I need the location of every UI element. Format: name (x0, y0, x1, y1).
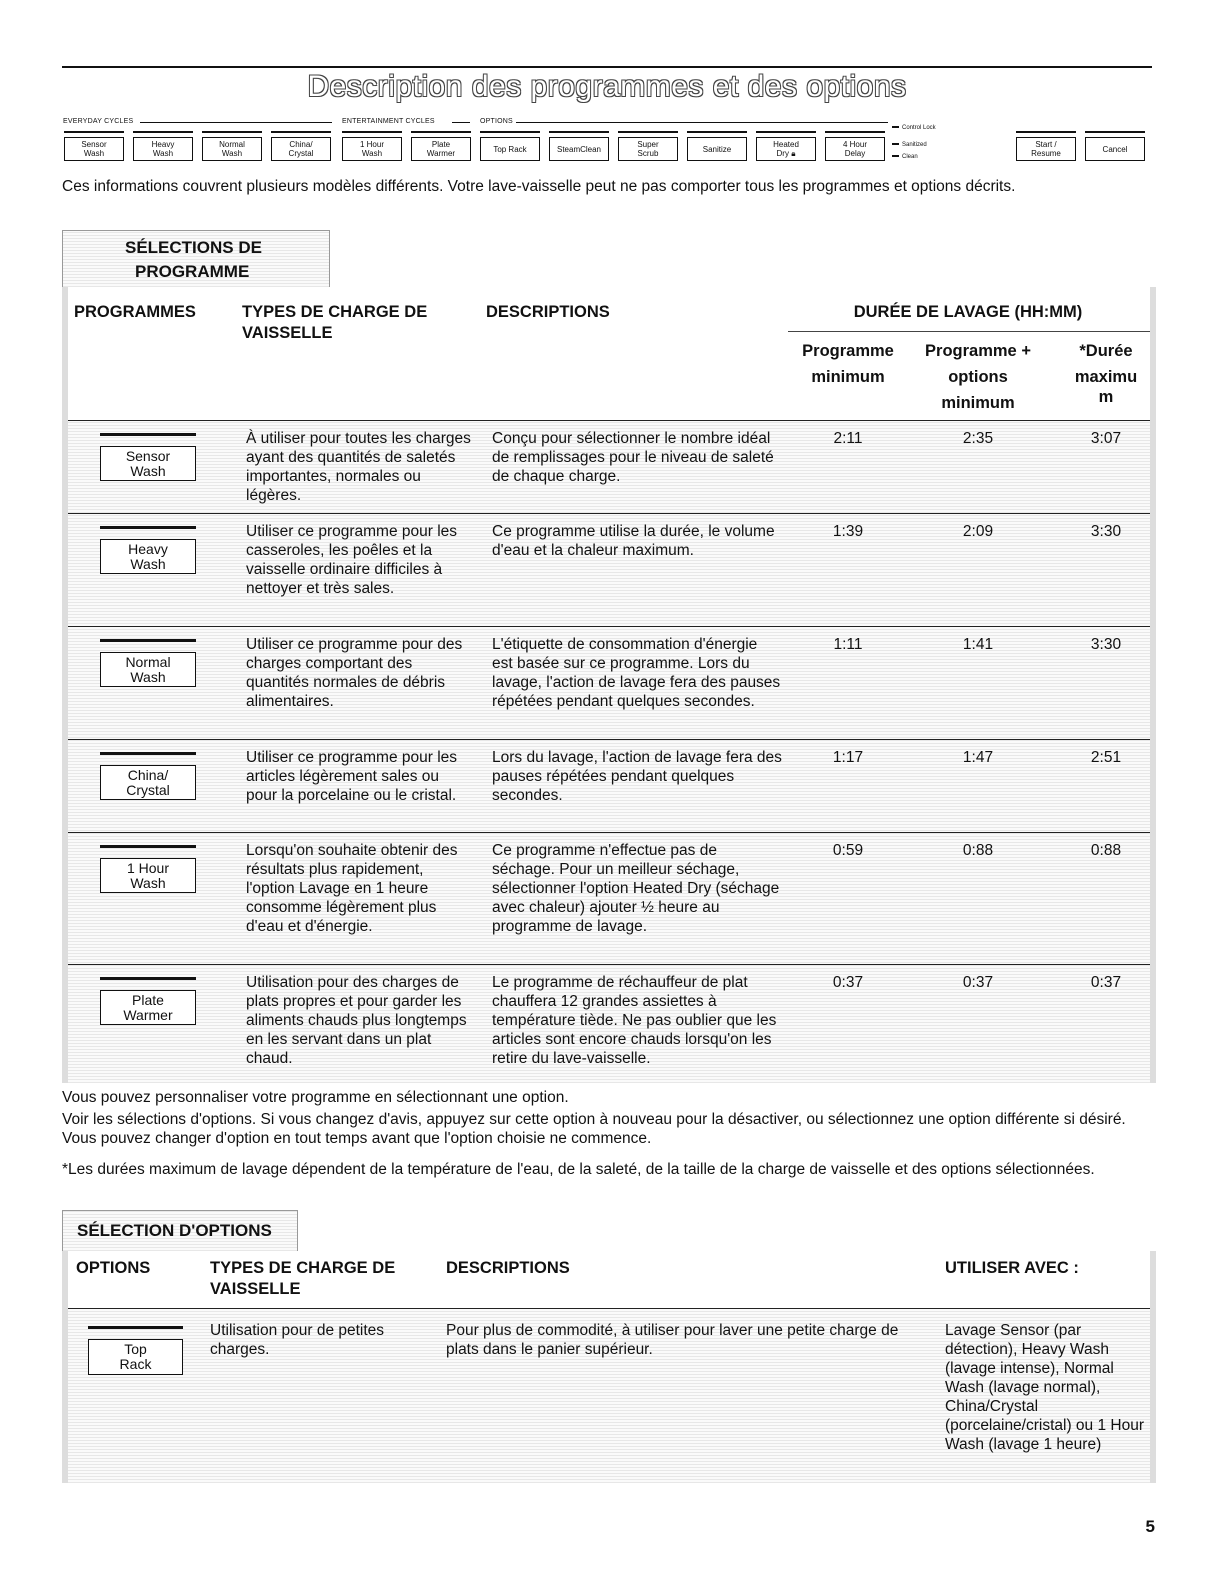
program-max-time: 0:37 (1090, 974, 1122, 991)
group-line-options (516, 122, 888, 123)
panel-button-4-hour-delay: 4 Hour Delay (825, 137, 885, 161)
col-min: Programme minimum (802, 342, 894, 386)
group-label-everyday: EVERYDAY CYCLES (63, 118, 134, 125)
programs-table (62, 287, 1156, 1083)
col-opt: Programme + options minimum (925, 342, 1031, 412)
lock-icon: 🔒︎ (791, 149, 796, 158)
program-opt-time: 1:47 (962, 749, 994, 766)
program-row (68, 513, 1150, 626)
program-types: À utiliser pour toutes les charges ayant des quantités de saletés importantes, normales ou légères. (246, 430, 471, 504)
panel-button-cancel: Cancel (1085, 137, 1145, 161)
col-use-with: UTILISER AVEC : (945, 1259, 1079, 1277)
program-row (68, 420, 1150, 513)
panel-button-steamclean: SteamClean (549, 137, 609, 161)
program-types: Lorsqu'on souhaite obtenir des résultats plus rapidement, l'option Lavage en 1 heure consomme légèrement plus d'eau et d'énergie. (246, 842, 458, 935)
panel-button-top-rack: Top Rack (480, 137, 540, 161)
col-types: TYPES DE CHARGE DE VAISSELLE (242, 303, 428, 342)
program-opt-time: 0:88 (962, 842, 994, 859)
program-row (68, 626, 1150, 739)
program-opt-time: 1:41 (962, 636, 994, 653)
program-types: Utiliser ce programme pour les casseroles, les poêles et la vaisselle ordinaire difficiles à nettoyer et très sales. (246, 523, 458, 597)
option-use-with: Lavage Sensor (par détection), Heavy Wash (lavage intense), Normal Wash (lavage normal), China/Crystal (porcelaine/cristal) ou 1 Hour Wash (lavage 1 heure) (945, 1322, 1145, 1453)
after-programs-2: Voir les sélections d'options. Si vous changez d'avis, appuyez sur cette option à nouveau pour la désactiver, ou sélectionnez une option différente si désiré. Vous pouvez changer d'option en tout temps avant que l'option choisie ne commence. (62, 1111, 1126, 1147)
col-descriptions: DESCRIPTIONS (486, 303, 610, 321)
program-description: Conçu pour sélectionner le nombre idéal de remplissages pour le niveau de saleté de chaque charge. (492, 430, 774, 485)
options-table (62, 1251, 1156, 1483)
col-programs: PROGRAMMES (74, 303, 196, 321)
col-types: TYPES DE CHARGE DE VAISSELLE (210, 1259, 396, 1298)
top-rule (62, 66, 1152, 68)
panel-button-china-crystal: China/ Crystal (271, 137, 331, 161)
after-programs-1: Vous pouvez personnaliser votre programme en sélectionnant une option. (62, 1089, 569, 1106)
program-description: Ce programme utilise la durée, le volume d'eau et la chaleur maximum. (492, 523, 775, 559)
group-line-everyday (140, 122, 332, 123)
program-max-time: 3:07 (1090, 430, 1122, 447)
program-max-time: 2:51 (1090, 749, 1122, 766)
col-descriptions: DESCRIPTIONS (446, 1259, 570, 1277)
program-description: Ce programme n'effectue pas de séchage. Pour un meilleur séchage, sélectionner l'option Heated Dry (séchage avec chaleur) ajouter ½ heure au programme de lavage. (492, 842, 780, 935)
col-options: OPTIONS (76, 1259, 151, 1277)
program-min-time: 1:11 (833, 636, 863, 653)
intro-text: Ces informations couvrent plusieurs modèles différents. Votre lave-vaisselle peut ne pas comporter tous les programmes et options décrits. (62, 178, 1016, 195)
program-min-time: 0:59 (832, 842, 864, 859)
program-button: Heavy Wash (100, 539, 196, 574)
program-min-time: 0:37 (832, 974, 864, 991)
programs-section-tab: SÉLECTIONS DE PROGRAMME (62, 230, 330, 287)
panel-button-plate-warmer: Plate Warmer (411, 137, 471, 161)
page-number: 5 (1145, 1517, 1155, 1536)
panel-button-1-hour-wash: 1 Hour Wash (342, 137, 402, 161)
programs-table-header (68, 287, 1150, 420)
legend-clean: Clean (892, 154, 918, 160)
program-opt-time: 2:35 (962, 430, 994, 447)
footnote: *Les durées maximum de lavage dépendent de la température de l'eau, de la saleté, de la taille de la charge de vaisselle et des options sélectionnées. (62, 1161, 1095, 1178)
group-label-options: OPTIONS (480, 118, 513, 125)
page-title: Description des programmes et des options (307, 70, 907, 103)
option-types: Utilisation pour de petites charges. (210, 1322, 385, 1358)
options-section-tab: SÉLECTION D'OPTIONS (62, 1210, 298, 1251)
group-line-entertainment (452, 122, 470, 123)
panel-button-normal-wash: Normal Wash (202, 137, 262, 161)
program-button: China/ Crystal (100, 765, 196, 800)
col-max: *Durée maximu m (1074, 342, 1138, 406)
col-duration: DURÉE DE LAVAGE (HH:MM) (853, 303, 1083, 321)
program-button: Normal Wash (100, 652, 196, 687)
option-description: Pour plus de commodité, à utiliser pour laver une petite charge de plats dans le panier supérieur. (446, 1322, 899, 1358)
panel-button-sensor-wash: Sensor Wash (64, 137, 124, 161)
program-min-time: 1:39 (832, 523, 864, 540)
program-max-time: 3:30 (1090, 636, 1122, 653)
program-min-time: 2:11 (833, 430, 863, 447)
program-button: Plate Warmer (100, 990, 196, 1025)
panel-button-heavy-wash: Heavy Wash (133, 137, 193, 161)
legend-control-lock: Control Lock (892, 125, 936, 131)
program-opt-time: 0:37 (962, 974, 994, 991)
program-description: Le programme de réchauffeur de plat chauffera 12 grandes assiettes à température tiède. Ne pas oublier que les articles sont encore chauds lorsqu'on les retire du lave-vaisselle. (492, 974, 777, 1067)
options-table-header (68, 1251, 1150, 1308)
program-types: Utilisation pour des charges de plats propres et pour garder les aliments chauds plus longtemps en les servant dans un plat chaud. (246, 974, 467, 1067)
panel-button-sanitize: Sanitize (687, 137, 747, 161)
program-button: 1 Hour Wash (100, 858, 196, 893)
legend-sanitized: Sanitized (892, 142, 927, 148)
panel-button-start-resume: Start / Resume (1016, 137, 1076, 161)
group-label-entertainment: ENTERTAINMENT CYCLES (342, 118, 435, 125)
program-row (68, 832, 1150, 964)
program-types: Utiliser ce programme pour des charges comportant des quantités normales de débris alimentaires. (246, 636, 463, 710)
program-description: L'étiquette de consommation d'énergie est basée sur ce programme. Lors du lavage, l'action de lavage fera des pauses répétées pendant quelques secondes. (492, 636, 781, 710)
program-description: Lors du lavage, l'action de lavage fera des pauses répétées pendant quelques secondes. (492, 749, 782, 804)
program-max-time: 3:30 (1090, 523, 1122, 540)
panel-button-heated-dry: Heated Dry 🔒︎ (756, 137, 816, 161)
program-row (68, 964, 1150, 1083)
program-max-time: 0:88 (1090, 842, 1122, 859)
program-button: Sensor Wash (100, 446, 196, 481)
program-opt-time: 2:09 (962, 523, 994, 540)
panel-button-super-scrub: Super Scrub (618, 137, 678, 161)
program-row (68, 739, 1150, 832)
option-button-top-rack: Top Rack (88, 1339, 183, 1375)
program-types: Utiliser ce programme pour les articles légèrement sales ou pour la porcelaine ou le cristal. (246, 749, 458, 804)
program-min-time: 1:17 (832, 749, 864, 766)
